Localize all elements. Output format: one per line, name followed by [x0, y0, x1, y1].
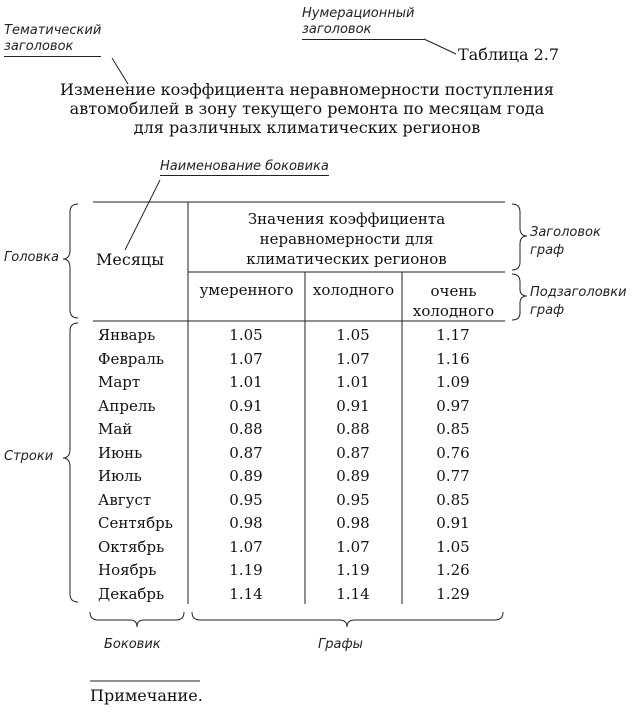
value-cell: 1.19 — [229, 561, 263, 579]
value-cell: 0.91 — [229, 396, 263, 415]
value-cell: 1.01 — [336, 373, 370, 391]
numbering-heading-line-2: заголовок — [302, 22, 424, 40]
thematic-heading-line-1: Тематический — [4, 23, 102, 38]
value-cell: 1.05 — [229, 326, 263, 344]
head-brace — [63, 204, 78, 318]
column-subheaders-ann-line-2: граф — [530, 303, 565, 318]
table-note: Примечание. — [90, 686, 203, 705]
group-header-line-1: Значения коэффициента — [247, 210, 446, 228]
month-cell: Ноябрь — [98, 561, 157, 579]
thematic-heading-line-2: заголовок — [4, 39, 101, 57]
stub-header: Месяцы — [96, 250, 164, 269]
month-cell: Сентябрь — [98, 514, 173, 532]
value-cell: 0.91 — [436, 514, 470, 532]
value-cell: 0.87 — [229, 443, 263, 462]
month-cell: Март — [98, 373, 141, 391]
value-cell: 0.88 — [229, 420, 263, 438]
value-cell: 0.89 — [336, 467, 370, 485]
month-cell: Февраль — [98, 349, 165, 368]
month-cell: Январь — [98, 326, 156, 344]
value-cell: 1.09 — [436, 373, 470, 391]
thematic-heading-annotation — [4, 23, 101, 57]
month-cell: Октябрь — [98, 537, 165, 556]
column-header-brace — [512, 204, 527, 270]
month-cell: Апрель — [98, 396, 156, 415]
value-cell: 1.14 — [336, 584, 370, 603]
value-cell: 1.05 — [336, 326, 370, 344]
value-cell: 1.14 — [229, 584, 263, 603]
value-cell: 1.17 — [436, 326, 470, 344]
columns-brace — [192, 612, 503, 627]
month-cell: Май — [98, 420, 133, 438]
subheader-very-cold — [402, 281, 505, 321]
columns-annotation: Графы — [318, 637, 363, 652]
value-cell: 1.19 — [336, 561, 370, 579]
value-cell: 1.29 — [436, 584, 470, 603]
month-cell: Декабрь — [98, 584, 165, 603]
value-cell: 0.95 — [336, 490, 370, 509]
value-cell: 1.26 — [436, 561, 470, 579]
value-cell: 0.91 — [336, 396, 370, 415]
column-subheaders-annotation — [530, 284, 627, 320]
table-title-line-3: для различных климатических регионов — [133, 118, 481, 137]
stub-name-annotation: Наименование боковика — [160, 159, 329, 174]
head-annotation: Головка — [4, 250, 59, 265]
value-cell: 0.97 — [436, 396, 470, 415]
value-cell: 0.95 — [229, 490, 263, 509]
column-header-annotation — [530, 224, 601, 260]
table-title-line-1: Изменение коэффициента неравномерности поступления — [60, 80, 554, 99]
column-subheaders-brace — [512, 274, 527, 320]
column-header-ann-line-1: Заголовок — [530, 225, 601, 240]
value-cell: 1.07 — [336, 537, 370, 556]
value-cell: 0.98 — [229, 514, 263, 532]
subheader-moderate: умеренного — [199, 281, 294, 299]
value-cell: 1.05 — [436, 537, 470, 556]
value-cell: 0.88 — [336, 420, 370, 438]
rows-annotation: Строки — [4, 449, 54, 464]
column-header-ann-line-2: граф — [530, 243, 565, 258]
group-header-line-3: климатических регионов — [246, 250, 447, 268]
value-cell: 0.98 — [336, 514, 370, 532]
value-cell: 0.85 — [436, 490, 470, 509]
value-cell: 0.89 — [229, 467, 263, 485]
rows-brace — [63, 323, 78, 602]
table-title — [0, 80, 614, 137]
month-cell: Август — [98, 490, 152, 509]
table-number: Таблица 2.7 — [458, 45, 560, 64]
month-cell: Июнь — [98, 443, 143, 462]
month-cell: Июль — [98, 467, 142, 485]
numbering-leader-line — [424, 39, 456, 54]
subheader-very-cold-line-2: холодного — [412, 302, 495, 320]
value-cell: 1.07 — [229, 349, 263, 368]
value-cell: 0.85 — [436, 420, 470, 438]
stub-brace — [90, 612, 184, 627]
stub-name-leader-line — [125, 180, 160, 250]
group-header — [188, 209, 505, 269]
group-header-line-2: неравномерности для — [259, 230, 434, 248]
value-cell: 0.77 — [436, 467, 470, 485]
value-cell: 1.07 — [336, 349, 370, 368]
value-cell: 0.76 — [436, 443, 470, 462]
numbering-heading-annotation — [302, 6, 424, 40]
value-cell: 1.01 — [229, 373, 263, 391]
numbering-heading-line-1: Нумерационный — [302, 6, 415, 21]
value-cell: 1.07 — [229, 537, 263, 556]
subheader-very-cold-line-1: очень — [430, 282, 477, 300]
value-cell: 1.16 — [436, 349, 470, 368]
subheader-cold: холодного — [312, 281, 395, 299]
stub-annotation: Боковик — [104, 637, 161, 652]
column-subheaders-ann-line-1: Подзаголовки — [530, 285, 627, 300]
table-title-line-2: автомобилей в зону текущего ремонта по месяцам года — [69, 99, 545, 118]
value-cell: 0.87 — [336, 443, 370, 462]
